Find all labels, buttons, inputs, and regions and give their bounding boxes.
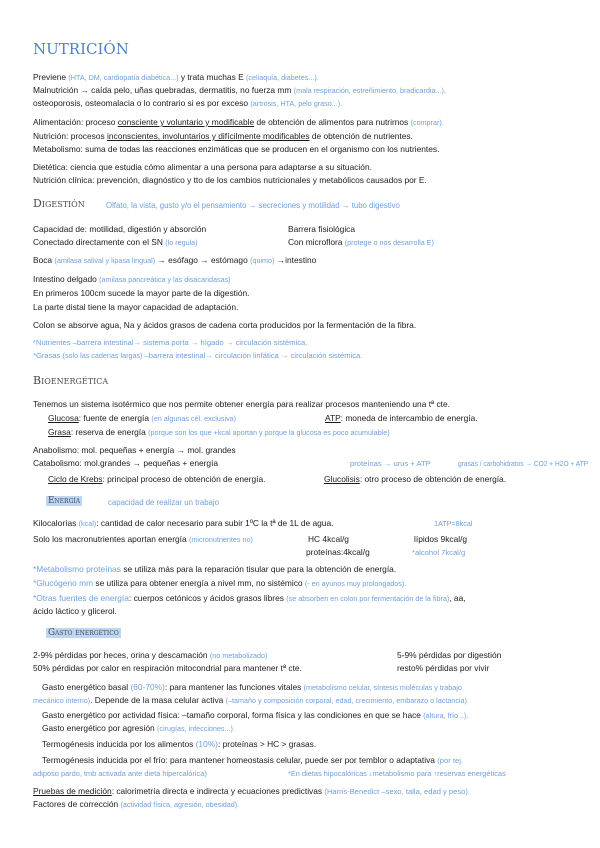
digestion-line-3 bbox=[33, 255, 316, 266]
note: (mala respiración, estreñimiento, bradicardia...), bbox=[293, 86, 446, 95]
text: de obtención de alimentos para nutrirnos bbox=[254, 117, 411, 127]
energia-proteinas: proteínas:4kcal/g bbox=[306, 547, 370, 557]
digestion-line-1-right: Barrera fisiológica bbox=[288, 224, 356, 234]
note: (HTA, DM, cardiopatía diabética...) bbox=[68, 73, 179, 82]
text: : otro proceso de obtención de energía. bbox=[359, 474, 507, 484]
term: Glucógeno mm bbox=[36, 578, 94, 588]
bio-line-3 bbox=[48, 427, 390, 438]
text: –barrera intestinal→ circulación linfática → circulación sistémica. bbox=[142, 351, 363, 360]
note: (protege o nos desarrolla E) bbox=[344, 238, 434, 247]
energia-heading-note: capacidad de realizar un trabajo bbox=[108, 498, 219, 507]
text: y trata muchas E bbox=[178, 72, 247, 82]
note: (comprar). bbox=[410, 118, 444, 127]
highlighted-heading: Energía bbox=[48, 496, 81, 506]
note: (solo las cadenas largas) bbox=[62, 351, 143, 360]
energia-line-1-note: 1ATP=8kcal bbox=[434, 519, 473, 528]
bio-line-2-right bbox=[325, 413, 478, 424]
gasto-line-2: 50% pérdidas por calor en respiración mitocondrial para mantener tª cte. bbox=[33, 663, 302, 673]
text: : cuerpos cetónicos y ácidos grasos libres bbox=[128, 593, 287, 603]
underlined-text: Ciclo de Krebs bbox=[48, 474, 103, 484]
text: Termogénesis inducida por los alimentos bbox=[42, 739, 196, 749]
bio-line-6-right bbox=[324, 474, 506, 485]
note: (se absorben en colon por fermentación de la fibra) bbox=[286, 594, 450, 603]
intro-line-5 bbox=[33, 131, 413, 142]
asterisk: * bbox=[33, 593, 37, 603]
note: (10%) bbox=[195, 739, 218, 749]
note: (–tamaño y composición corporal, edad, crecimiento, embarazo o lactancia). bbox=[225, 696, 469, 705]
note: (quimo) bbox=[250, 256, 275, 265]
note: (Harris-Benedict –sexo, talla, edad y peso). bbox=[324, 787, 471, 796]
underlined-text: Grasa bbox=[48, 427, 71, 437]
energia-alcohol: *alcohol 7kcal/g bbox=[412, 548, 466, 557]
intro-line-8: Nutrición clínica: prevención, diagnóstico y tto de los cambios nutricionales y metabólicos causados por E. bbox=[33, 175, 427, 185]
text: Gasto energético por actividad física: bbox=[42, 710, 180, 720]
gasto-line-1-right: 5-9% pérdidas por digestión bbox=[397, 650, 502, 660]
intro-line-6: Metabolismo: suma de todas las reacciones enzimáticas que se producen en el organismo con los nutrientes. bbox=[33, 144, 440, 154]
text: *Grasas bbox=[33, 351, 63, 360]
underlined-text: Pruebas de medición bbox=[33, 786, 112, 796]
text: , aa, bbox=[449, 593, 466, 603]
bio-line-5-note-2: grasas / carbohidratos → CO2 + H2O + ATP bbox=[458, 459, 589, 468]
bio-line-6 bbox=[48, 474, 265, 485]
digestion-line-6: La parte distal tiene la mayor capacidad de adaptación. bbox=[33, 302, 239, 312]
underlined-text: Glucosa bbox=[48, 413, 79, 423]
text: se utiliza para obtener energía a nivel mm, no sistémico bbox=[93, 578, 305, 588]
underlined-text: consciente y voluntario y modificable bbox=[117, 117, 255, 127]
note: (en algunas cél. exclusiva) bbox=[151, 414, 237, 423]
digestion-line-2-right bbox=[288, 237, 434, 248]
text: osteoporosis, osteomalacia o lo contrario si es por exceso bbox=[33, 98, 251, 108]
digestion-line-5: En primeros 100cm sucede la mayor parte de la digestión. bbox=[33, 288, 250, 298]
note: (artrosis, HTA, pelo graso...). bbox=[250, 99, 343, 108]
note: mecánico interno) bbox=[33, 696, 91, 705]
note: (cirugías, infecciones...). bbox=[157, 724, 235, 733]
section-heading-energia bbox=[46, 496, 82, 506]
gasto-line-9-right: *En dietas hipocalóricas ↓metabolismo para ↑reservas energéticas bbox=[288, 769, 506, 778]
text: : principal proceso de obtención de energía. bbox=[102, 474, 266, 484]
bio-line-2 bbox=[48, 413, 236, 424]
intro-line-1 bbox=[33, 72, 319, 83]
text: Nutrición: procesos bbox=[33, 131, 108, 141]
text: . Depende de la masa celular activa bbox=[90, 695, 226, 705]
note: (amilasa salival y lipasa lingual) bbox=[54, 256, 156, 265]
note: (celiaquía, diabetes...). bbox=[246, 73, 319, 82]
text: : calorimetría directa e indirecta y ecuaciones predictivas bbox=[111, 786, 325, 796]
note: (porque son los que +kcal aportan y porque la glucosa es poco acumulable) bbox=[148, 428, 390, 437]
note: (- en ayunos muy prolongados). bbox=[304, 579, 407, 588]
gasto-line-11 bbox=[33, 799, 239, 810]
gasto-line-10 bbox=[33, 786, 470, 797]
intro-line-2 bbox=[33, 85, 446, 96]
text: : moneda de intercambio de energía. bbox=[340, 413, 478, 423]
digestion-line-2 bbox=[33, 237, 198, 248]
bio-line-4: Anabolismo: mol. pequeñas + energía → mol. grandes bbox=[33, 445, 236, 455]
gasto-line-7 bbox=[42, 739, 316, 750]
intro-line-4 bbox=[33, 117, 444, 128]
note: (kcal) bbox=[78, 519, 97, 528]
text: : fuente de energía bbox=[78, 413, 152, 423]
text: Conectado directamente con el SN bbox=[33, 237, 166, 247]
gasto-line-4 bbox=[33, 695, 469, 706]
energia-line-6 bbox=[33, 593, 466, 604]
term: Otras fuentes de energía bbox=[36, 593, 129, 603]
digestion-line-8: *Nutrientes –barrera intestinal→ sistema porta → hígado → circulación sistémica. bbox=[33, 338, 308, 347]
energia-line-7: ácido láctico y glicerol. bbox=[33, 606, 117, 616]
energia-line-5 bbox=[33, 578, 406, 589]
term: Metabolismo proteínas bbox=[36, 564, 121, 574]
text: Solo los macronutrientes aportan energía bbox=[33, 534, 189, 544]
digestion-line-4 bbox=[33, 274, 231, 285]
text: Factores de corrección bbox=[33, 799, 121, 809]
text: →intestino bbox=[274, 255, 317, 265]
text: Boca bbox=[33, 255, 55, 265]
gasto-line-6 bbox=[42, 723, 235, 734]
text: Termogénesis inducida por el frío: para mantener homeostasis celular, puede ser por temblor o adaptativa bbox=[42, 755, 438, 765]
asterisk: * bbox=[33, 578, 37, 588]
energia-line-2 bbox=[33, 534, 253, 545]
text: 2-9% pérdidas por heces, orina y descamación bbox=[33, 650, 210, 660]
text: : cantidad de calor necesario para subir 1ºC la tª de 1L de agua. bbox=[96, 518, 334, 528]
energia-hc: HC 4kcal/g bbox=[308, 534, 349, 544]
digestion-line-9 bbox=[33, 350, 362, 361]
intro-line-3 bbox=[33, 98, 342, 109]
note: (altura, frío...). bbox=[423, 711, 469, 720]
bio-line-5-note-1: proteínas → urus + ATP bbox=[350, 459, 431, 468]
gasto-line-1 bbox=[33, 650, 267, 661]
asterisk: * bbox=[33, 564, 37, 574]
gasto-line-2-right: resto% pérdidas por vivir bbox=[397, 663, 490, 673]
digestion-line-1: Capacidad de: motilidad, digestión y absorción bbox=[33, 224, 207, 234]
digestion-line-7: Colon se absorve agua, Na y ácidos grasos de cadena corta producidos por la fermentación de la fibra. bbox=[33, 320, 417, 330]
energia-line-4 bbox=[33, 564, 396, 575]
digestion-heading-note: Olfato, la vista, gusto y/o el pensamiento → secreciones y motilidad → tubo digestivo bbox=[106, 201, 400, 210]
note: (lo regula) bbox=[165, 238, 198, 247]
energia-lipidos: lípidos 9kcal/g bbox=[414, 534, 468, 544]
note: (amilasa pancreática y las disacaridasas) bbox=[99, 275, 231, 284]
text: Con microflora bbox=[288, 237, 345, 247]
note: (micronutrientes no) bbox=[188, 535, 253, 544]
text: Malnutrición → caída pelo, uñas quebradas, dermatitis, no fuerza mm bbox=[33, 85, 294, 95]
text: → esófago → estómago bbox=[155, 255, 251, 265]
text: se utiliza más para la reparación tisular que para la obtención de energía. bbox=[121, 564, 397, 574]
gasto-line-5 bbox=[42, 710, 468, 721]
text: : reserva de energía bbox=[70, 427, 149, 437]
section-heading-gasto bbox=[46, 628, 121, 638]
text: Kilocalorías bbox=[33, 518, 79, 528]
bio-line-1: Tenemos un sistema isotérmico que nos permite obtener energía para realizar procesos manteniendo una tª cte. bbox=[33, 399, 450, 409]
underlined-text: Glucolisis bbox=[324, 474, 360, 484]
section-heading-bioenergetica: Bioenergética bbox=[33, 374, 109, 387]
energia-line-1 bbox=[33, 518, 333, 529]
underlined-text: inconscientes, involuntarios y difícilmente modificables bbox=[107, 131, 310, 141]
text: Alimentación: proceso bbox=[33, 117, 118, 127]
text: Gasto energético por agresión bbox=[42, 723, 157, 733]
note: (por tej. bbox=[437, 756, 463, 765]
text: : para mantener las funciones vitales bbox=[164, 682, 304, 692]
note: (metabolismo celular, síntesis moléculas y trabajo bbox=[303, 683, 462, 692]
underlined-text: ATP bbox=[325, 413, 341, 423]
gasto-line-9: adiposo pardo, tmb activada ante dieta hipercalórica) bbox=[33, 769, 207, 778]
text: Previene bbox=[33, 72, 69, 82]
text: Intestino delgado bbox=[33, 274, 100, 284]
text: de obtención de nutrientes. bbox=[309, 131, 413, 141]
gasto-line-8 bbox=[42, 755, 463, 766]
text: : proteínas > HC > grasas. bbox=[217, 739, 317, 749]
note: (no metabolizado) bbox=[209, 651, 268, 660]
intro-line-7: Dietética: ciencia que estudia cómo alimentar a una persona para adaptarse a su situación. bbox=[33, 162, 372, 172]
note: (actividad física, agresión, obesidad). bbox=[120, 800, 240, 809]
section-heading-digestion: Digestión bbox=[33, 197, 85, 210]
text: –tamaño corporal, forma física y las condiciones en que se hace bbox=[182, 710, 424, 720]
note: (60-70%) bbox=[130, 682, 165, 692]
highlighted-heading: Gasto energético bbox=[48, 628, 119, 638]
page-title: NUTRICIÓN bbox=[33, 40, 129, 58]
bio-line-5: Catabolismo: mol.grandes → pequeñas + energía bbox=[33, 458, 219, 468]
gasto-line-3 bbox=[42, 682, 462, 693]
text: Gasto energético basal bbox=[42, 682, 131, 692]
